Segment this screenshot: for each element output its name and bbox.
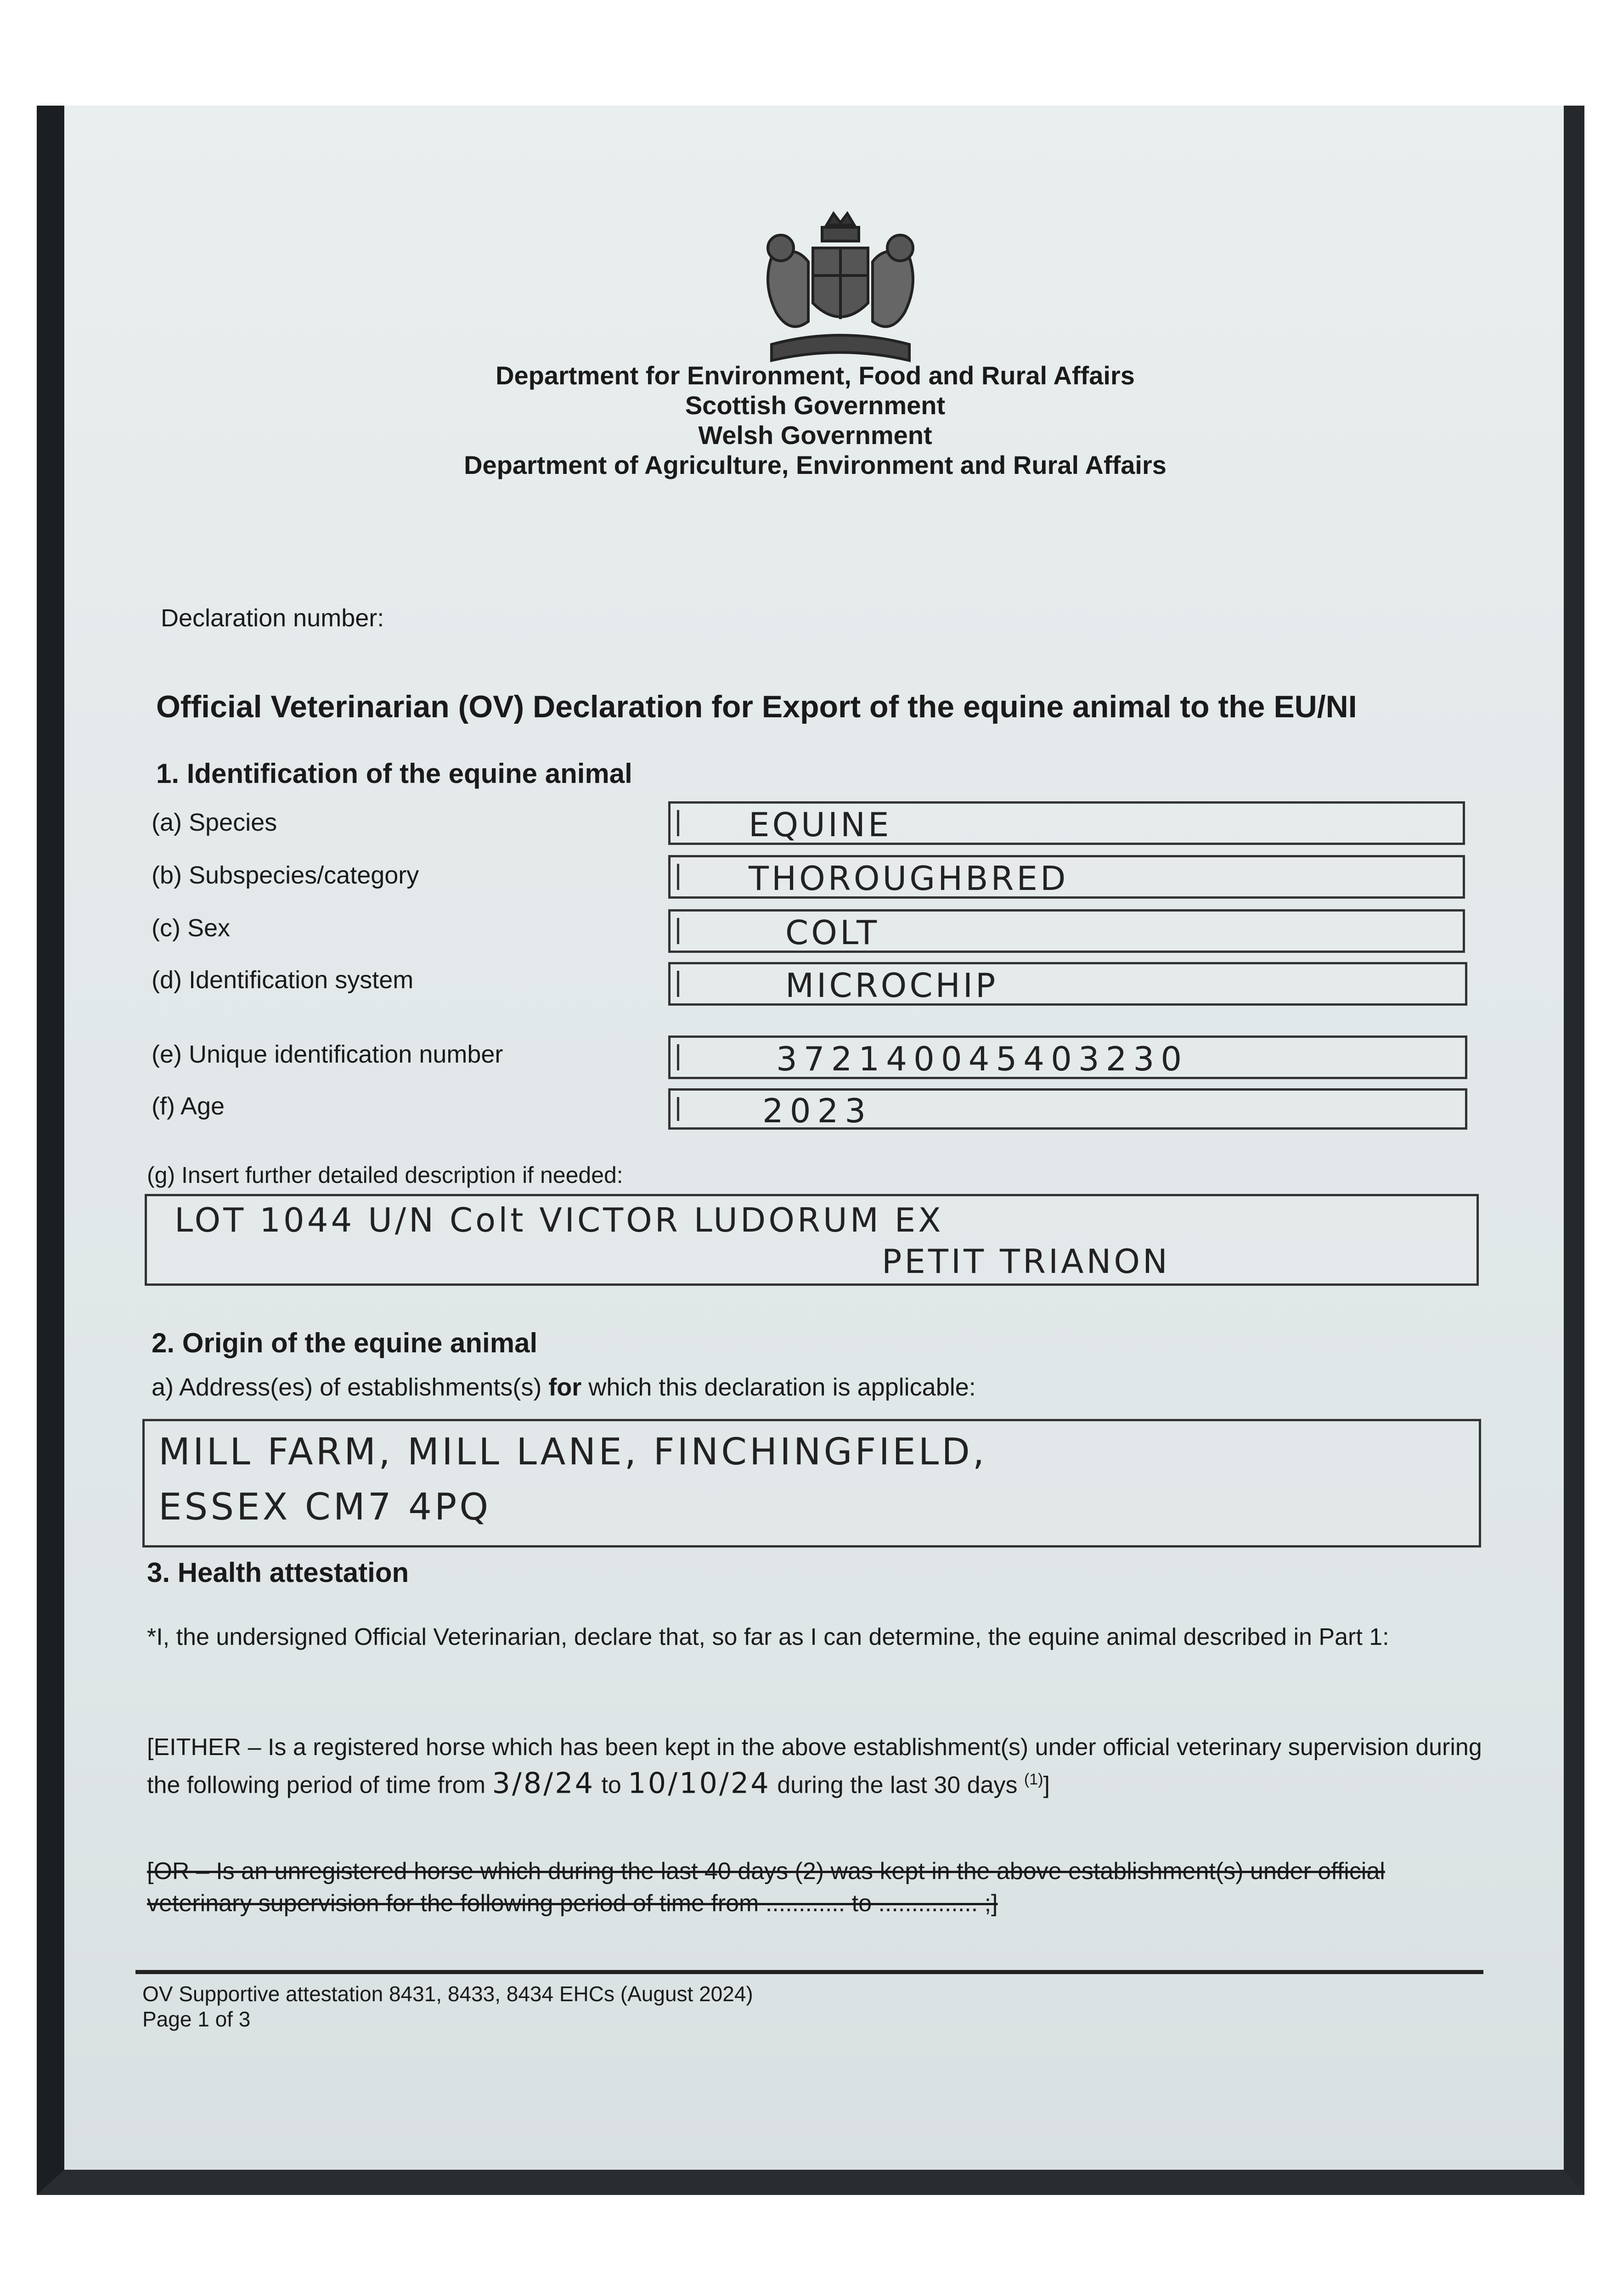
either-to: to [595, 1772, 628, 1799]
identification-system-field[interactable] [668, 962, 1467, 1006]
section2-heading: 2. Origin of the equine animal [152, 1328, 538, 1358]
either-clause [147, 1731, 1488, 1801]
further-description-line1: LOT 1044 U/N Colt VICTOR LUDORUM EX [175, 1201, 944, 1239]
age-field[interactable] [668, 1088, 1467, 1130]
sex-label: (c) Sex [152, 914, 231, 942]
date-from[interactable]: 3/8/24 [492, 1766, 595, 1800]
address-label-post: which this declaration is applicable: [581, 1373, 976, 1401]
unique-id-field[interactable] [668, 1035, 1467, 1079]
field-marker [677, 1097, 679, 1121]
footnote-ref-1: (1) [1024, 1771, 1043, 1788]
species-field[interactable] [668, 801, 1465, 845]
section1-heading: 1. Identification of the equine animal [156, 758, 632, 789]
further-description-label: (g) Insert further detailed description if needed: [147, 1162, 623, 1188]
or-clause-struck: [OR – Is an unregistered horse which during the last 40 days (2) was kept in the above establishment(s) under official veterinary supervision for the following period of time from ............ to ............... ;] [147, 1858, 1385, 1917]
field-marker [677, 864, 679, 890]
further-description-line2: PETIT TRIANON [882, 1242, 1170, 1281]
field-marker [677, 971, 679, 997]
field-marker [677, 918, 679, 944]
either-close: ] [1043, 1772, 1050, 1799]
field-marker [677, 1044, 679, 1070]
address-field[interactable] [142, 1419, 1481, 1548]
unique-id-value: 372140045403230 [776, 1040, 1189, 1078]
department-name-4: Department of Agriculture, Environment and Rural Affairs [464, 450, 1167, 479]
department-name-3: Welsh Government [698, 421, 932, 450]
either-text: [EITHER – Is a registered horse which has been kept in the above establishment(s) under official veterinary supervision during the following period of time from [147, 1734, 1482, 1799]
sex-field[interactable] [668, 909, 1465, 953]
date-to[interactable]: 10/10/24 [628, 1766, 771, 1800]
document-page [37, 106, 1584, 2195]
department-name-2: Scottish Government [685, 391, 946, 420]
address-label-pre: a) Address(es) of establishments(s) [152, 1373, 549, 1401]
footer-attestation-ref: OV Supportive attestation 8431, 8433, 8434 EHCs (August 2024) [142, 1982, 753, 2006]
address-line1: MILL FARM, MILL LANE, FINCHINGFIELD, [158, 1430, 987, 1473]
species-label: (a) Species [152, 809, 277, 836]
subspecies-value: THOROUGHBRED [749, 859, 1069, 898]
address-label-bold: for [548, 1373, 582, 1401]
footer-page-number: Page 1 of 3 [142, 2007, 251, 2031]
section3-heading: 3. Health attestation [147, 1557, 409, 1588]
declaration-number-label: Declaration number: [161, 604, 384, 632]
document-title: Official Veterinarian (OV) Declaration for Export of the equine animal to the EU/NI [156, 689, 1357, 724]
address-line2: ESSEX CM7 4PQ [158, 1486, 491, 1528]
field-marker [677, 810, 679, 836]
either-period: during the last 30 days [770, 1772, 1024, 1799]
attestation-intro: *I, the undersigned Official Veterinarian, declare that, so far as I can determine, the equine animal described in Part 1: [147, 1624, 1389, 1650]
department-name-1: Department for Environment, Food and Rural Affairs [496, 361, 1135, 390]
footer-divider [135, 1970, 1483, 1974]
identification-system-label: (d) Identification system [152, 966, 414, 994]
further-description-field[interactable] [145, 1194, 1479, 1286]
address-label [152, 1373, 976, 1401]
age-label: (f) Age [152, 1092, 225, 1120]
unique-id-label: (e) Unique identification number [152, 1041, 503, 1068]
species-value: EQUINE [749, 805, 892, 844]
sex-value: COLT [785, 913, 880, 952]
age-value: 2023 [762, 1092, 873, 1130]
subspecies-label: (b) Subspecies/category [152, 861, 419, 889]
identification-system-value: MICROCHIP [785, 966, 998, 1005]
royal-coat-of-arms-icon [744, 207, 937, 372]
subspecies-field[interactable] [668, 855, 1465, 899]
